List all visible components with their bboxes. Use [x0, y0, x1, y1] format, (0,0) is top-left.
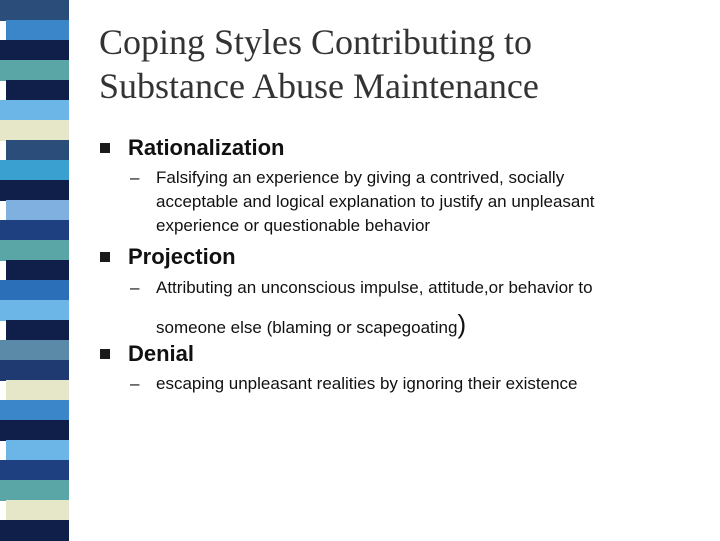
strip-block [6, 200, 69, 221]
strip-block [6, 500, 69, 521]
strip-block [6, 260, 69, 281]
strip-block [0, 400, 69, 421]
bullet-label: Projection [128, 244, 236, 269]
strip-block [0, 360, 69, 381]
strip-block [0, 480, 69, 501]
strip-block [0, 160, 69, 181]
strip-block [0, 120, 69, 141]
strip-block [6, 80, 69, 101]
strip-block [0, 280, 69, 301]
dash-icon: – [130, 278, 140, 297]
strip-block [0, 340, 69, 361]
sub-line: acceptable and logical explanation to justify an unpleasant [156, 192, 595, 211]
dash-icon: – [130, 168, 140, 187]
strip-block [0, 300, 69, 321]
strip-block [0, 0, 69, 21]
title-line-1: Coping Styles Contributing to [99, 22, 533, 62]
sub-line: Attributing an unconscious impulse, attitude,or behavior to [156, 278, 593, 297]
strip-block [0, 220, 69, 241]
strip-block [0, 60, 69, 81]
strip-block [0, 460, 69, 481]
strip-block [6, 320, 69, 341]
strip-block [0, 100, 69, 121]
strip-block [0, 240, 69, 261]
slide-title [99, 20, 699, 108]
title-line-2: Substance Abuse Maintenance [99, 66, 539, 106]
closing-paren: ) [457, 309, 467, 339]
square-bullet-icon [100, 143, 110, 153]
sub-line: experience or questionable behavior [156, 216, 431, 235]
strip-block [0, 180, 69, 201]
dash-icon: – [130, 374, 140, 393]
square-bullet-icon [100, 349, 110, 359]
strip-block [6, 140, 69, 161]
sub-line: escaping unpleasant realities by ignoring their existence [156, 374, 578, 393]
strip-block [0, 520, 69, 541]
bullet-label: Rationalization [128, 135, 285, 160]
strip-block [0, 40, 69, 61]
decorative-color-strip [0, 0, 69, 540]
strip-block [0, 420, 69, 441]
sub-line: Falsifying an experience by giving a contrived, socially [156, 168, 565, 187]
strip-block [6, 380, 69, 401]
sub-line: someone else (blaming or scapegoating [156, 318, 458, 337]
bullet-label: Denial [128, 341, 195, 366]
strip-block [6, 20, 69, 41]
strip-block [6, 440, 69, 461]
square-bullet-icon [100, 252, 110, 262]
